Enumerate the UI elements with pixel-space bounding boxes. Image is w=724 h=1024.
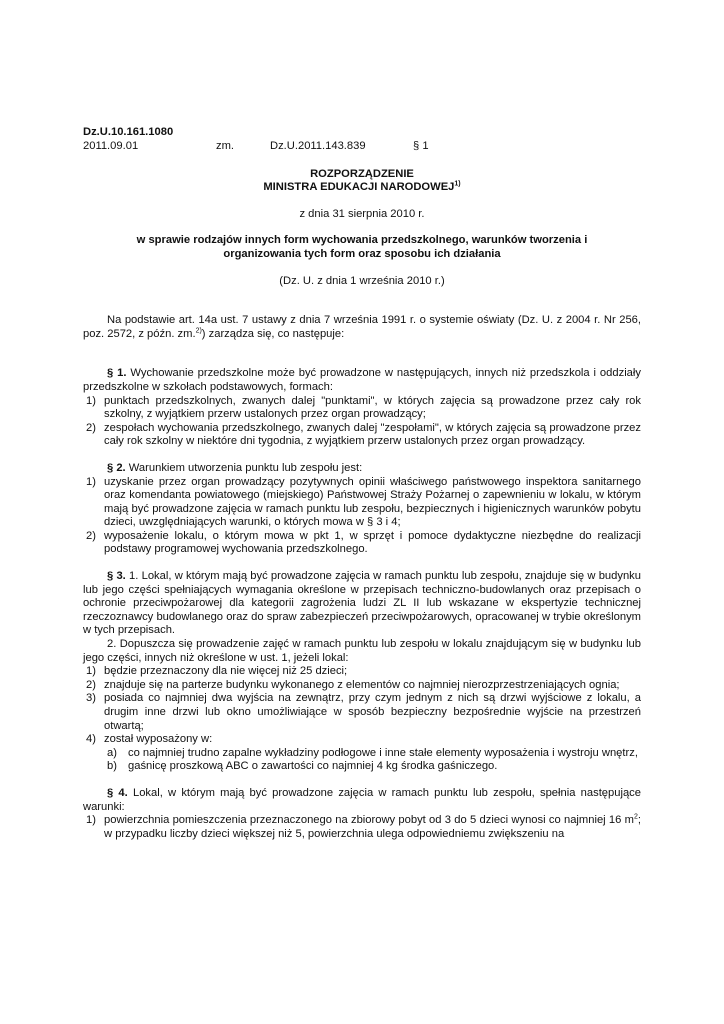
section-1-label: § 1. [107, 367, 127, 380]
journal-code: Dz.U.10.161.1080 [83, 126, 174, 138]
footnote-ref-2: 2) [195, 327, 202, 335]
section-1-intro: § 1. Wychowanie przedszkolne może być prowadzone w następujących, innych niż przedszkola i oddziały przedszkolne w szkołach podstawowych, formach: [83, 367, 641, 393]
list-subitem: a) co najmniej trudno zapalne wykładziny podłogowe i inne stałe elementy wyposażenia i wystroju wnętrz, [107, 746, 638, 759]
footnote-ref-1: 1) [454, 180, 461, 188]
preamble: Na podstawie art. 14a ust. 7 ustawy z dnia 7 września 1991 r. o systemie oświaty (Dz. U. z 2004 r. Nr 256, poz. 2572, z późn. zm.$^{2)}$) zarządza się, co następuje: [83, 314, 641, 340]
superscript-2: 2 [633, 813, 638, 821]
list-item: 2) zespołach wychowania przedszkolnego, zwanych dalej "zespołami", w których zajęcia są prowadzone przez cały rok szkolny w niektóre dni tygodnia, z wyjątkiem przerw ustalonych przez organ prowadzący. [86, 421, 641, 448]
doc-title: ROZPORZĄDZENIE [310, 167, 414, 180]
amendment-zm: zm. [216, 139, 235, 152]
doc-subject-line-1: w sprawie rodzajów innych form wychowania przedszkolnego, warunków tworzenia i [136, 234, 588, 247]
list-item: 4) został wyposażony w: [86, 733, 213, 746]
list-subitem: b) gaśnicę proszkową ABC o zawartości co najmniej 4 kg środka gaśniczego. [107, 760, 498, 773]
section-3-para-1: § 3. 1. Lokal, w którym mają być prowadzone zajęcia w ramach punktu lub zespołu, znajduje się w budynku lub jego części spełniających wymagania określone w przepisach techniczno-budowlanych oraz przepisach o ochronie przeciwpożarowej dla kategorii zagrożenia ludzi ZL II lub wskazane w ekspertyzie technicznej rzeczoznawcy budowlanego oraz do spraw zabezpieczeń przeciwpożarowych, opracowanej w trybie określonym w tych przepisach. [83, 570, 641, 637]
section-3-para-2: 2. Dopuszcza się prowadzenie zajęć w ramach punktu lub zespołu w lokalu znajdującym się w budynku lub jego części, innych niż określone w ust. 1, jeżeli lokal: [83, 638, 641, 664]
doc-issuer: MINISTRA EDUKACJI NARODOWEJ$^{1)}$ [263, 180, 461, 194]
amendment-row [83, 140, 641, 154]
amendment-date: 2011.09.01 [83, 139, 139, 152]
section-3-label: § 3. [107, 570, 126, 583]
list-item: 2) wyposażenie lokalu, o którym mowa w pkt 1, w sprzęt i pomoce dydaktyczne niezbędne do realizacji podstawy programowej wychowania przedszkolnego. [86, 529, 641, 556]
list-item: 1) punktach przedszkolnych, zwanych dalej "punktami", w których zajęcia są prowadzone przez cały rok szkolny, z wyjątkiem przerw ustalonych przez organ prowadzący; [86, 394, 641, 421]
document-content [83, 126, 641, 841]
list-item: 2) znajduje się na parterze budynku wykonanego z elementów co najmniej nierozprzestrzeniających ognia; [86, 678, 620, 691]
amendment-reference: Dz.U.2011.143.839 [270, 139, 366, 152]
list-item: 3) posiada co najmniej dwa wyjścia na zewnątrz, przy czym jednym z nich są drzwi wyjściowe z lokalu, a drugim inne drzwi lub okno umożliwiające w sposób bezpieczny bezpośrednie wyjście na przestrzeń otwartą; [86, 692, 641, 732]
doc-date: z dnia 31 sierpnia 2010 r. [299, 207, 425, 220]
section-2-intro: § 2. Warunkiem utworzenia punktu lub zespołu jest: [107, 461, 363, 474]
section-2-label: § 2. [107, 461, 126, 474]
list-item: 1) uzyskanie przez organ prowadzący pozytywnych opinii właściwego państwowego inspektora sanitarnego oraz komendanta powiatowego (miejskiego) Państwowej Straży Pożarnej o zapewnieniu w lokalu, w którym mają być prowadzone zajęcia w ramach punktu lub zespołu, bezpiecznych i higienicznych warunków pobytu dzieci, uwzględniających warunki, o których mowa w § 3 i 4; [86, 475, 641, 529]
doc-publication: (Dz. U. z dnia 1 września 2010 r.) [279, 274, 445, 287]
section-4-intro: § 4. Lokal, w którym mają być prowadzone zajęcia w ramach punktu lub zespołu, spełnia następujące warunki: [83, 786, 641, 813]
doc-subject-line-2: organizowania tych form oraz sposobu ich działania [223, 247, 501, 260]
amendment-section: § 1 [413, 139, 429, 152]
section-4-label: § 4. [107, 786, 128, 799]
list-item: 1) powierzchnia pomieszczenia przeznaczonego na zbiorowy pobyt od 3 do 5 dzieci wynosi co najmniej 16 $m^2$; w przypadku liczby dzieci większej niż 5, powierzchnia ulega odpowiedniemu zwiększeniu na [86, 813, 641, 840]
list-item: 1) będzie przeznaczony dla nie więcej niż 25 dzieci; [86, 665, 348, 678]
